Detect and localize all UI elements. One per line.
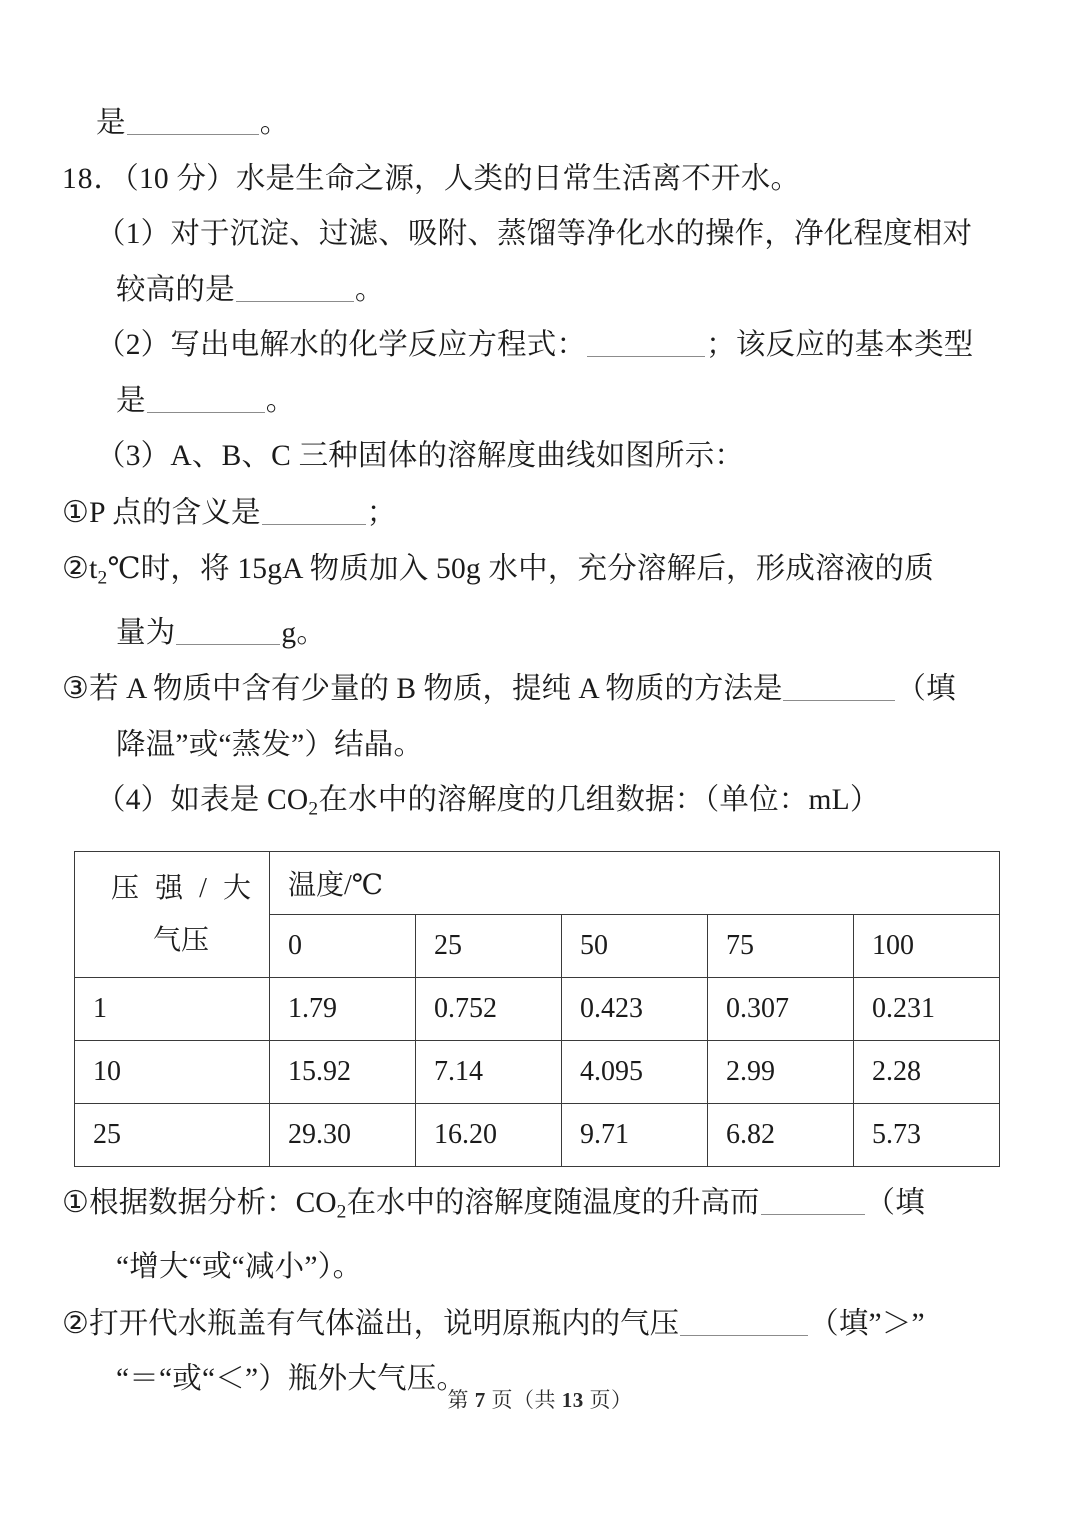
sub-question-1-cont-suffix: 。 [354,273,385,306]
answer-blank[interactable] [262,497,366,525]
sub-question-2-text: 写出电解水的化学反应方程式： [170,329,587,361]
cell-value: 1.79 [270,978,416,1041]
item-1-suffix: ； [366,496,397,529]
footer-middle: 页（共 [491,1388,556,1412]
circled-one-icon: ① [62,494,90,530]
sub-question-1-text: 对于沉淀、过滤、吸附、蒸馏等净化水的操作，净化程度相对 [170,218,973,250]
cell-value: 0.307 [708,978,854,1041]
table-corner-header [75,852,270,978]
temperature-value-4: 100 [854,915,1000,978]
answer-blank[interactable] [783,673,895,701]
sub-question-2 [62,318,1010,374]
temperature-value-2: 50 [562,915,708,978]
item-2-cont [62,606,1010,662]
cell-value: 0.231 [854,978,1000,1041]
item-3-suffix: （填 [896,673,956,706]
circled-two-icon: ② [62,551,90,586]
corner-header-line1: 压 强 / 大 [111,872,251,904]
answer-blank[interactable] [761,1187,865,1215]
cell-value: 29.30 [270,1104,416,1167]
sub-question-1-cont-prefix: 较高的是 [116,273,235,306]
sub-question-2-cont-suffix: 。 [265,384,296,417]
answer-blank[interactable] [147,385,265,413]
cell-value: 2.28 [854,1041,1000,1104]
pressure-value: 25 [75,1104,270,1167]
sub-question-3-label: （3） [96,440,171,472]
co2-subscript: 2 [336,1201,347,1223]
answer-blank[interactable] [176,617,280,645]
table-item-1-suffix: （填 [865,1187,925,1220]
cell-value: 15.92 [270,1041,416,1104]
item-2-subscript: 2 [97,567,108,589]
footer-suffix: 页） [589,1388,633,1412]
corner-header-line2: 气压 [152,924,209,956]
cell-value: 0.423 [562,978,708,1041]
pressure-value: 1 [75,978,270,1041]
question-number: 18． [62,162,125,195]
table-row [75,1041,1000,1104]
item-3-cont [62,718,1010,774]
sub-question-3-text: A、B、C 三种固体的溶解度曲线如图所示： [170,440,745,472]
sub-question-4-text-b: 在水中的溶解度的几组数据：（单位：mL） [318,784,880,817]
temperature-header: 温度/℃ [270,852,1000,915]
carryover-prefix: 是 [96,107,126,139]
table-item-1 [62,1175,1010,1240]
sub-question-2-label: （2） [96,329,171,361]
cell-value: 16.20 [416,1104,562,1167]
item-3-text: 若 A 物质中含有少量的 B 物质，提纯 A 物质的方法是 [89,673,783,706]
table-item-2-suffix: （填”＞” [809,1307,925,1340]
page-footer [0,1384,1080,1414]
sub-question-3 [62,429,1010,485]
carryover-line [62,96,1010,152]
sub-question-1-label: （1） [96,218,171,250]
item-1 [62,485,1010,542]
temperature-value-0: 0 [270,915,416,978]
temperature-value-3: 75 [708,915,854,978]
circled-one-icon: ① [62,1185,90,1221]
co2-solubility-table [74,851,1000,1167]
co2-subscript: 2 [308,798,319,820]
table-item-1-cont [62,1240,1010,1296]
table-header-row-1 [75,852,1000,915]
answer-blank[interactable] [236,274,354,302]
item-1-text: P 点的含义是 [89,496,261,529]
question-18-heading [62,152,1010,208]
cell-value: 9.71 [562,1104,708,1167]
table-item-1-text-a: 根据数据分析：CO [89,1187,337,1220]
table-row [75,1104,1000,1167]
question-score: （10 分） [124,162,236,195]
item-2-cont-suffix: g。 [281,616,327,649]
cell-value: 4.095 [562,1041,708,1104]
cell-value: 7.14 [416,1041,562,1104]
pressure-value: 10 [75,1041,270,1104]
sub-question-1 [62,207,1010,263]
sub-question-2-mid: ；该反应的基本类型 [706,329,974,361]
footer-total-pages: 13 [561,1388,584,1412]
table-item-2-cont-text: “＝“或“＜”）瓶外大气压。 [116,1363,467,1396]
item-3 [62,661,1010,718]
table-item-1-text-b: 在水中的溶解度随温度的升高而 [346,1187,760,1220]
table-row [75,978,1000,1041]
answer-blank[interactable] [587,329,705,357]
sub-question-2-cont-prefix: 是 [116,384,146,417]
carryover-suffix: 。 [259,107,290,139]
item-2 [62,541,1010,606]
item-2-cont-prefix: 量为 [116,616,176,649]
answer-blank[interactable] [127,107,259,135]
sub-question-4-label: （4） [96,784,171,817]
temperature-value-1: 25 [416,915,562,978]
table-item-2 [62,1296,1010,1353]
footer-prefix: 第 [447,1388,469,1412]
table-item-2-text: 打开代水瓶盖有气体溢出，说明原瓶内的气压 [89,1307,680,1340]
cell-value: 0.752 [416,978,562,1041]
question-stem: 水是生命之源，人类的日常生活离不开水。 [235,162,801,195]
item-2-text: ℃时，将 15gA 物质加入 50g 水中，充分溶解后，形成溶液的质 [107,553,934,585]
table-item-1-cont-text: “增大“或“减小”）。 [116,1251,363,1284]
answer-blank[interactable] [680,1308,808,1336]
footer-page-number: 7 [474,1388,486,1412]
circled-two-icon: ② [62,1305,90,1341]
sub-question-4-text-a: 如表是 CO [170,784,309,817]
cell-value: 6.82 [708,1104,854,1167]
sub-question-1-cont [62,263,1010,319]
cell-value: 5.73 [854,1104,1000,1167]
sub-question-4 [62,773,1010,837]
item-3-cont-text: 降温”或“蒸发”）结晶。 [116,728,424,761]
sub-question-2-cont [62,374,1010,430]
circled-three-icon: ③ [62,671,90,707]
item-2-variable: t [89,553,98,585]
cell-value: 2.99 [708,1041,854,1104]
